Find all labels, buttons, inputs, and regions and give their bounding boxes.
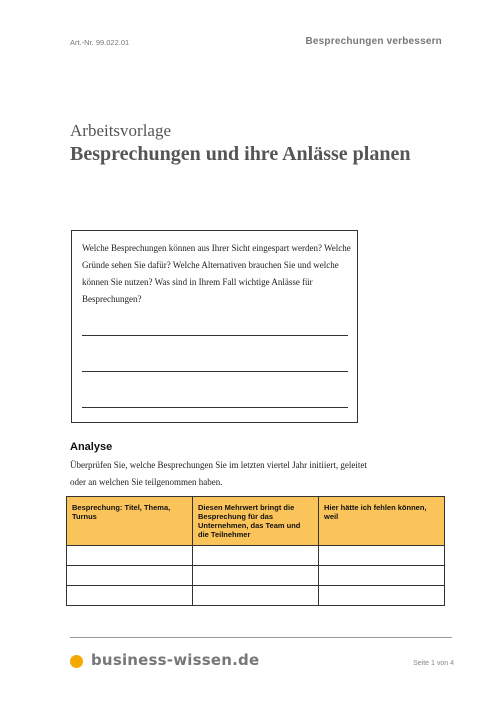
table-row [67,546,445,566]
analysis-table [66,496,445,606]
column-header: Diesen Mehrwert bringt die Besprechung für das Unternehmen, das Team und die Teilnehmer [193,497,319,546]
page-title: Besprechungen und ihre Anlässe planen [70,143,411,165]
table-cell[interactable] [67,566,193,586]
table-cell[interactable] [319,586,445,606]
header-document-title: Besprechungen verbessern [305,36,442,47]
table-cell[interactable] [67,546,193,566]
table-cell[interactable] [319,566,445,586]
page-number: Seite 1 von 4 [413,660,454,667]
table-cell[interactable] [319,546,445,566]
column-header: Hier hätte ich fehlen können, weil [319,497,445,546]
question-text: Welche Besprechungen können aus Ihrer Sicht eingespart werden? Welche Gründe sehen Sie dafür? Welche Alternativen brauchen Sie und welche können Sie nutzen? Was sind in Ihrem Fall wichtige Anlässe für Besprechungen? [82,243,351,304]
table-cell[interactable] [193,586,319,606]
table-cell[interactable] [193,546,319,566]
analyse-heading: Analyse [70,441,113,453]
answer-line[interactable] [82,407,348,408]
answer-line[interactable] [82,335,348,336]
footer-brand: business-wissen.de [91,651,260,669]
table-cell[interactable] [193,566,319,586]
column-header: Besprechung: Titel, Thema, Turnus [67,497,193,546]
analyse-text: Überprüfen Sie, welche Besprechungen Sie im letzten viertel Jahr initiiert, geleitet oder an welchen Sie teilgenommen haben. [70,460,367,487]
table-header-row [67,497,445,546]
answer-line[interactable] [82,371,348,372]
table-cell[interactable] [67,586,193,606]
page-kicker: Arbeitsvorlage [70,121,172,140]
footer-rule [70,637,452,638]
table-row [67,586,445,606]
question-box [71,230,358,423]
table-row [67,566,445,586]
brand-dot-icon [70,655,83,668]
header-article-number: Art.-Nr. 99.022.01 [70,38,130,47]
